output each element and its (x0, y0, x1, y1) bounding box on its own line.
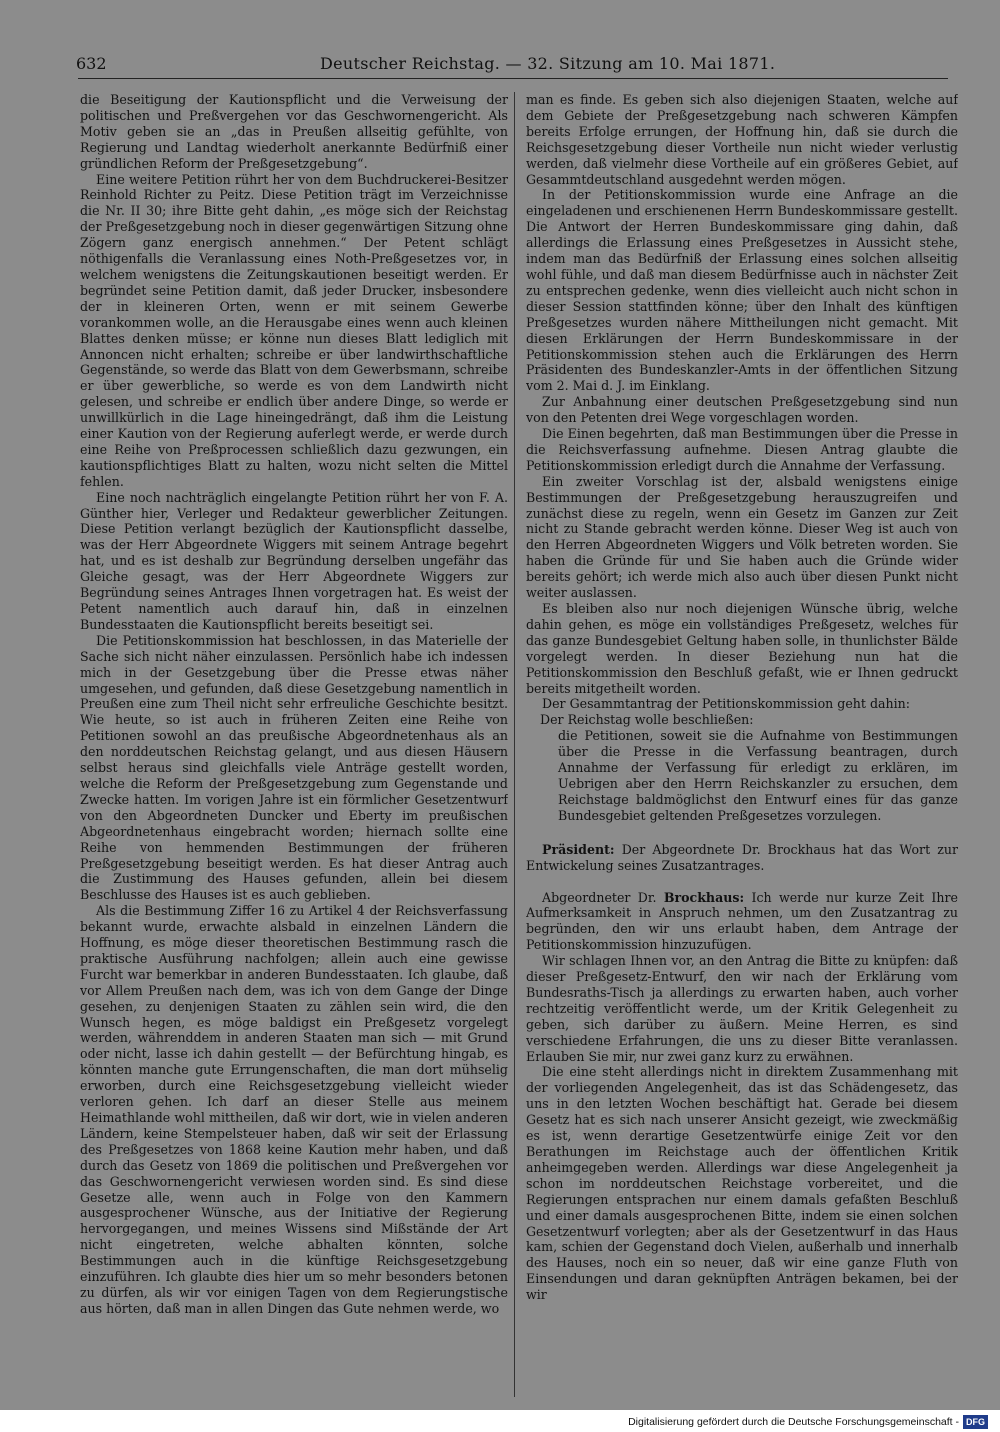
page-number: 632 (76, 54, 107, 73)
motion-intro: Der Gesammtantrag der Petitionskommission geht dahin: (542, 696, 911, 712)
paragraph: Wir schlagen Ihnen vor, an den Antrag die Bitte zu knüpfen: daß dieser Preßgesetz-Entwurf, den wir nach der Erklärung vom Bundesraths-Tisch ja allerdings zu erwarten haben, auch vorher rechtzeitig veröffentlicht werde, um der Kritik Gelegenheit zu geben, sich darüber zu äußern. Meine Herren, es sind verschiedene Erfahrungen, die uns zu dieser Bitte veranlassen. Erlauben Sie mir, nur zwei ganz kurz zu erwähnen. (526, 953, 958, 1064)
president-text: Der Abgeordnete Dr. Brockhaus hat das Wort zur Entwickelung seines Zusatzantrages. (526, 841, 958, 873)
right-column (526, 92, 958, 1397)
motion-text: die Petitionen, soweit sie die Aufnahme von Bestimmungen über die Presse in die Verfassung beantragen, durch Annahme der Verfassung für erledigt zu erklären, im Uebrigen aber den Herrn Reichskanzler zu ersuchen, dem Reichstage baldmöglichst den Entwurf eines für das ganze Bundesgebiet geltenden Preßgesetzes vorzulegen. (558, 728, 958, 823)
speaker-text: Ich werde nur kurze Zeit Ihre Aufmerksamkeit in Anspruch nehmen, um den Zusatzantrag zu begründen, den wir uns erlaubt haben, dem Antrage der Petitionskommission hinzuzufügen. (526, 889, 958, 953)
paragraph: Die Einen begehrten, daß man Bestimmungen über die Presse in die Reichsverfassung aufnehme. Diesen Antrag glaubte die Petitionskommission erledigt durch die Annahme der Verfassung. (526, 426, 958, 473)
running-title: Deutscher Reichstag. — 32. Sitzung am 10. Mai 1871. (320, 54, 776, 73)
paragraph: Als die Bestimmung Ziffer 16 zu Artikel 4 der Reichsverfassung bekannt wurde, erwachte alsbald in einzelnen Ländern die Hoffnung, es möge dieser theoretischen Bestimmung rasch die praktische Ausführung nachfolgen; allein auch eine gewisse Furcht war bemerkbar in anderen Bundesstaaten. Ich glaube, daß vor Allem Preußen nach dem, was ich von dem Gange der Dinge gesehen, zu denjenigen Staaten zu zählen sein wird, die den Wunsch hegen, es möge baldigst ein Preßgesetz vorgelegt werden, währenddem in anderen Staaten man sich — mit Grund oder nicht, lasse ich dahin gestellt — der Befürchtung hingab, es könnten manche gute Errungenschaften, die man dort mühselig erworben, durch eine Reichsgesetzgebung vielleicht wieder verloren gehen. Ich darf an dieser Stelle aus meinem Heimathlande wohl mittheilen, daß wir dort, wie in vielen anderen Ländern, keine Stempelsteuer haben, daß wir seit der Erlassung des Preßgesetzes von 1868 keine Kaution mehr haben, und daß durch das Gesetz von 1869 die politischen und Preßvergehen vor das Geschwornengericht verwiesen worden sind. Es sind diese Gesetze alle, wenn auch in Folge von den Kammern ausgesprochener Wünsche, aus der Initiative der Regierung hervorgegangen, und meines Wissens sind Mißstände der Art nicht eingetreten, welche abhalten könnten, solche Bestimmungen auch in die künftige Reichsgesetzgebung einzuführen. Ich glaubte dies hier um so mehr besonders betonen zu dürfen, als wir vor einigen Tagen von dem Regierungstische aus hörten, daß man in allen Dingen das Gute nehmen werde, wo (80, 903, 508, 1316)
speaker-name: Brockhaus: (663, 889, 745, 905)
paragraph: In der Petitionskommission wurde eine Anfrage an die eingeladenen und erschienenen Herrn Bundeskommissare gestellt. Die Antwort der Herren Bundeskommissare ging dahin, daß allerdings die Erlassung eines Preßgesetzes in Aussicht stehe, indem man das Bedürfniß der Erlassung eines solchen allseitig wohl fühle, und daß man diesem Bedürfnisse auch in nächster Zeit zu entsprechen gedenke, wenn dies vielleicht auch nicht schon in dieser Session stattfinden könne; über den Inhalt des künftigen Preßgesetzes wurden nähere Mittheilungen nicht gemacht. Mit diesen Erklärungen der Herrn Bundeskommissare in der Petitionskommission stehen auch die Erklärungen des Herrn Präsidenten des Bundeskanzler-Amts in der öffentlichen Sitzung vom 2. Mai d. J. im Einklang. (526, 187, 958, 394)
paragraph: Ein zweiter Vorschlag ist der, alsbald wenigstens einige Bestimmungen der Preßgesetzgebung herauszugreifen und zunächst diese zu regeln, wenn ein Gesetz im Ganzen zur Zeit nicht zu Stande gebracht werden könne. Dieser Weg ist auch von den Herren Abgeordneten Wiggers und Völk betreten worden. Sie haben die Gründe für und Sie haben auch die Gründe wider bereits gehört; ich werde mich also auch über diesen Punkt nicht weiter auslassen. (526, 473, 958, 601)
dfg-logo: DFG (963, 1415, 988, 1429)
president-paragraph (526, 842, 958, 874)
page-header (68, 54, 948, 76)
paragraph: man es finde. Es geben sich also diejenigen Staaten, welche auf dem Gebiete der Preßgesetzgebung nach schweren Kämpfen bereits Erfolge errungen, der Hoffnung hin, daß sie durch die Reichsgesetzgebung dieser Vortheile nun nicht wieder verlustig werden, daß vielmehr diese Vortheile auf ein größeres Gebiet, auf Gesammtdeutschland ausgedehnt werden mögen. (526, 92, 958, 187)
speaker-paragraph (526, 890, 958, 954)
footer-text: Digitalisierung gefördert durch die Deutsche Forschungsgemeinschaft - (628, 1416, 959, 1428)
left-column (80, 92, 508, 1397)
motion-line: Der Reichstag wolle beschließen: (540, 712, 754, 728)
paragraph: die Beseitigung der Kautionspflicht und die Verweisung der politischen und Preßvergehen vor das Geschwornengericht. Als Motiv geben sie an „das in Preußen allseitig gefühlte, von Regierung und Landtag wiederholt anerkannte Bedürfniß einer gründlichen Reform der Preßgesetzgebung“. (80, 92, 508, 171)
paragraph: Eine weitere Petition rührt her von dem Buchdruckerei-Besitzer Reinhold Richter zu Peitz. Diese Petition trägt im Verzeichnisse die Nr. II 30; ihre Bitte geht dahin, „es möge sich der Reichstag der Preßgesetzgebung noch in dieser gegenwärtigen Sitzung ohne Zögern ganz energisch annehmen.“ Der Petent schlägt nöthigenfalls die Veranlassung eines Noth-Preßgesetzes vor, in welchem wenigstens die Zeitungskautionen beseitigt werden. Er begründet seine Petition damit, daß jeder Drucker, insbesondere der in kleineren Orten, wenn er mit seinem Gewerbe vorankommen wolle, an die Herausgabe eines wenn auch kleinen Blattes denken müsse; er könne nun dieses Blatt lediglich mit Annoncen nicht erhalten; schreibe er über landwirthschaftliche Gegenstände, so werde das Blatt von dem Gewerbsmann, schreibe er über gewerbliche, so werde es von dem Landwirth nicht gelesen, und schreibe er endlich über andere Dinge, so werde er unwillkürlich in die Lage hineingedrängt, daß ihm die Leistung einer Kaution von der Regierung auferlegt werde, er werde durch eine Reihe von Preßprocessen schließlich dazu gezwungen, ein kautionspflichtiges Blatt zu halten, wozu nicht selten die Mittel fehlen. (80, 171, 508, 489)
paragraph: Zur Anbahnung einer deutschen Preßgesetzgebung sind nun von den Petenten drei Wege vorgeschlagen worden. (526, 394, 958, 426)
paragraph: Die eine steht allerdings nicht in direktem Zusammenhang mit der vorliegenden Angelegenheit, das ist das Schädengesetz, das uns in den letzten Wochen beschäftigt hat. Gerade bei diesem Gesetz hat es sich nach unserer Ansicht gezeigt, wie zweckmäßig es ist, wenn derartige Gesetzentwürfe einige Zeit vor den Berathungen im Reichstage auch der öffentlichen Kritik anheimgegeben werden. Allerdings war diese Angelegenheit ja schon im norddeutschen Reichstage vorbereitet, und die Regierungen entsprachen nur einem damals gefaßten Beschluß und einer damals ausgesprochenen Bitte, indem sie einen solchen Gesetzentwurf vorlegten; aber als der Gesetzentwurf in das Haus kam, schien der Gegenstand doch Vielen, außerhalb und innerhalb des Hauses, noch ein so neuer, daß wir eine ganze Fluth von Einsendungen und daran geknüpften Anträgen bekamen, bei der wir (526, 1064, 958, 1303)
header-rule (78, 78, 948, 79)
paragraph: Die Petitionskommission hat beschlossen, in das Materielle der Sache sich nicht näher einzulassen. Persönlich habe ich indessen mich in der Gesetzgebung über die Presse etwas näher umgesehen, und gefunden, daß diese Gesetzgebung namentlich in Preußen eine zum Theil nicht sehr erfreuliche Geschichte besitzt. Wie heute, so ist auch in früheren Zeiten eine Reihe von Petitionen sowohl an das preußische Abgeordnetenhaus als an den norddeutschen Reichstag gelangt, und aus diesen Häusern selbst heraus sind gleichfalls viele Anträge gestellt worden, welche die Reform der Preßgesetzgebung zum Gegenstande und Zwecke hatten. Im vorigen Jahre ist ein förmlicher Gesetzentwurf von den Abgeordneten Duncker und Eberty im preußischen Abgeordnetenhaus eingebracht worden; hiernach sollte eine Reihe von hemmenden Bestimmungen der früheren Preßgesetzgebung beseitigt werden. Es hat dieser Antrag auch die Zustimmung des Hauses gefunden, allein bei diesem Beschlusse des Hauses ist es auch geblieben. (80, 632, 508, 903)
paragraph: Es bleiben also nur noch diejenigen Wünsche übrig, welche dahin gehen, es möge ein vollständiges Preßgesetz, welches für das ganze Bundesgebiet Geltung haben solle, in thunlichster Bälde vorgelegt werden. In dieser Beziehung nun hat die Petitionskommission den Beschluß gefaßt, wie er Ihnen gedruckt bereits mitgetheilt worden. (526, 601, 958, 696)
speaker-prefix: Abgeordneter Dr. (542, 889, 657, 905)
president-label: Präsident: (542, 841, 615, 857)
footer (608, 1414, 988, 1430)
paragraph: Eine noch nachträglich eingelangte Petition rührt her von F. A. Günther hier, Verleger und Redakteur gewerblicher Zeitungen. Diese Petition verlangt bezüglich der Kautionspflicht dasselbe, was der Herr Abgeordnete Wiggers mit seinem Antrage begehrt hat, und es ist deshalb zur Begründung derselben ungefähr das Gleiche gesagt, was der Herr Abgeordnete Wiggers zur Begründung seines Antrages Ihnen vorgetragen hat. Es weist der Petent namentlich auch darauf hin, daß in einzelnen Bundesstaaten die Kautionspflicht bereits beseitigt sei. (80, 489, 508, 632)
column-divider (514, 92, 515, 1397)
